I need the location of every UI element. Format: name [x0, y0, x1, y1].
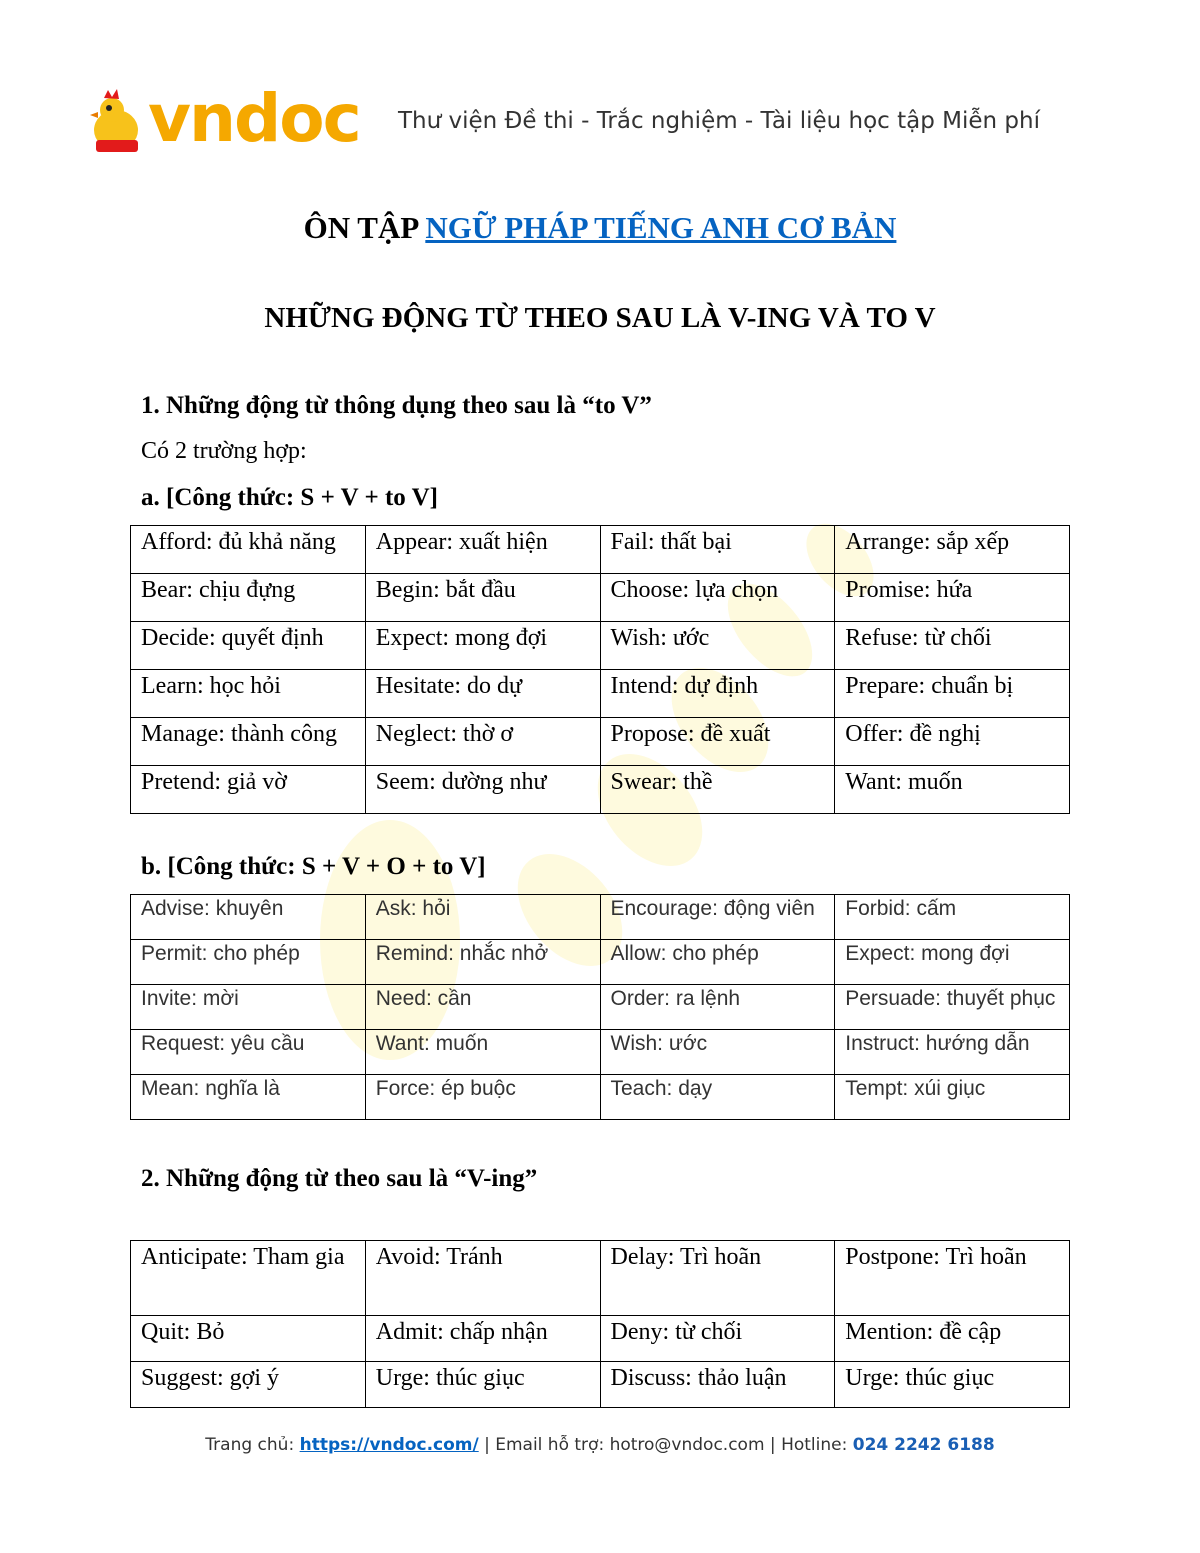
table-cell: Encourage: động viên [600, 895, 835, 940]
table-cell: Remind: nhắc nhở [365, 940, 600, 985]
table-cell: Swear: thề [600, 766, 835, 814]
table-cell: Force: ép buộc [365, 1075, 600, 1120]
table-cell: Delay: Trì hoãn [600, 1241, 835, 1316]
table-cell: Neglect: thờ ơ [365, 718, 600, 766]
chicken-mascot-icon [86, 88, 148, 158]
footer-email-label: | Email hỗ trợ: [478, 1435, 610, 1455]
table-cell: Need: cần [365, 985, 600, 1030]
table-cell: Fail: thất bại [600, 526, 835, 574]
table-cell: Manage: thành công [131, 718, 366, 766]
table-cell: Mention: đề cập [835, 1316, 1070, 1362]
table-row [131, 1316, 1070, 1362]
table-cell: Avoid: Tránh [365, 1241, 600, 1316]
section1-intro: Có 2 trường hợp: [141, 438, 307, 464]
table-cell: Appear: xuất hiện [365, 526, 600, 574]
table-cell: Anticipate: Tham gia [131, 1241, 366, 1316]
site-tagline: Thư viện Đề thi - Trắc nghiệm - Tài liệu học tập Miễn phí [398, 108, 1040, 134]
section1b-heading: b. [Công thức: S + V + O + to V] [141, 853, 486, 880]
footer-hotline-label: | Hotline: [764, 1435, 853, 1455]
section1a-heading: a. [Công thức: S + V + to V] [141, 484, 438, 511]
table-row [131, 895, 1070, 940]
table-row [131, 670, 1070, 718]
table-cell: Expect: mong đợi [835, 940, 1070, 985]
table-cell: Urge: thúc giục [365, 1362, 600, 1408]
table-cell: Urge: thúc giục [835, 1362, 1070, 1408]
footer-email[interactable]: hotro@vndoc.com [609, 1435, 765, 1455]
table-row [131, 1075, 1070, 1120]
section1-heading: 1. Những động từ thông dụng theo sau là “to V” [141, 392, 652, 419]
table-cell: Intend: dự định [600, 670, 835, 718]
table-cell: Deny: từ chối [600, 1316, 835, 1362]
table-row [131, 766, 1070, 814]
table-cell: Choose: lựa chọn [600, 574, 835, 622]
table-cell: Afford: đủ khả năng [131, 526, 366, 574]
table-o-to-v [130, 894, 1070, 1120]
table-row [131, 718, 1070, 766]
vndoc-logo[interactable] [86, 80, 360, 158]
table-cell: Bear: chịu đựng [131, 574, 366, 622]
table-cell: Teach: dạy [600, 1075, 835, 1120]
table-cell: Tempt: xúi giục [835, 1075, 1070, 1120]
table-cell: Order: ra lệnh [600, 985, 835, 1030]
table-cell: Learn: học hỏi [131, 670, 366, 718]
table-row [131, 526, 1070, 574]
grammar-link[interactable]: NGỮ PHÁP TIẾNG ANH CƠ BẢN [425, 210, 897, 245]
table-cell: Arrange: sắp xếp [835, 526, 1070, 574]
table-v-ing [130, 1240, 1070, 1408]
table-to-v [130, 525, 1070, 814]
table-cell: Decide: quyết định [131, 622, 366, 670]
table-cell: Admit: chấp nhận [365, 1316, 600, 1362]
table-cell: Prepare: chuẩn bị [835, 670, 1070, 718]
table-row [131, 1241, 1070, 1316]
table-cell: Mean: nghĩa là [131, 1075, 366, 1120]
table-cell: Quit: Bỏ [131, 1316, 366, 1362]
table-row [131, 1030, 1070, 1075]
table-cell: Propose: đề xuất [600, 718, 835, 766]
table-cell: Request: yêu cầu [131, 1030, 366, 1075]
page-header [0, 0, 1200, 170]
table-cell: Permit: cho phép [131, 940, 366, 985]
table-cell: Persuade: thuyết phục [835, 985, 1070, 1030]
table-cell: Begin: bắt đầu [365, 574, 600, 622]
table-cell: Want: muốn [365, 1030, 600, 1075]
table-cell: Seem: dường như [365, 766, 600, 814]
table-cell: Ask: hỏi [365, 895, 600, 940]
table-cell: Wish: ước [600, 1030, 835, 1075]
logo-text: vndoc [148, 80, 360, 157]
table-row [131, 622, 1070, 670]
table-cell: Promise: hứa [835, 574, 1070, 622]
table-cell: Expect: mong đợi [365, 622, 600, 670]
document-subtitle: NHỮNG ĐỘNG TỪ THEO SAU LÀ V-ING VÀ TO V [264, 302, 936, 334]
footer-home-label: Trang chủ: [205, 1435, 300, 1455]
table-cell: Advise: khuyên [131, 895, 366, 940]
table-cell: Pretend: giả vờ [131, 766, 366, 814]
table-cell: Allow: cho phép [600, 940, 835, 985]
table-cell: Instruct: hướng dẫn [835, 1030, 1070, 1075]
table-row [131, 574, 1070, 622]
table-cell: Wish: ước [600, 622, 835, 670]
table-cell: Postpone: Trì hoãn [835, 1241, 1070, 1316]
table-cell: Invite: mời [131, 985, 366, 1030]
table-cell: Hesitate: do dự [365, 670, 600, 718]
table-row [131, 1362, 1070, 1408]
table-cell: Forbid: cấm [835, 895, 1070, 940]
table-row [131, 985, 1070, 1030]
section2-heading: 2. Những động từ theo sau là “V-ing” [141, 1165, 538, 1192]
title-prefix: ÔN TẬP [303, 210, 426, 245]
footer-hotline[interactable]: 024 2242 6188 [852, 1435, 995, 1455]
document-title [0, 210, 1200, 246]
table-row [131, 940, 1070, 985]
page-footer [0, 1435, 1200, 1455]
table-cell: Offer: đề nghị [835, 718, 1070, 766]
footer-home-link[interactable]: https://vndoc.com/ [299, 1435, 479, 1455]
table-cell: Discuss: thảo luận [600, 1362, 835, 1408]
table-cell: Refuse: từ chối [835, 622, 1070, 670]
table-cell: Suggest: gợi ý [131, 1362, 366, 1408]
table-cell: Want: muốn [835, 766, 1070, 814]
